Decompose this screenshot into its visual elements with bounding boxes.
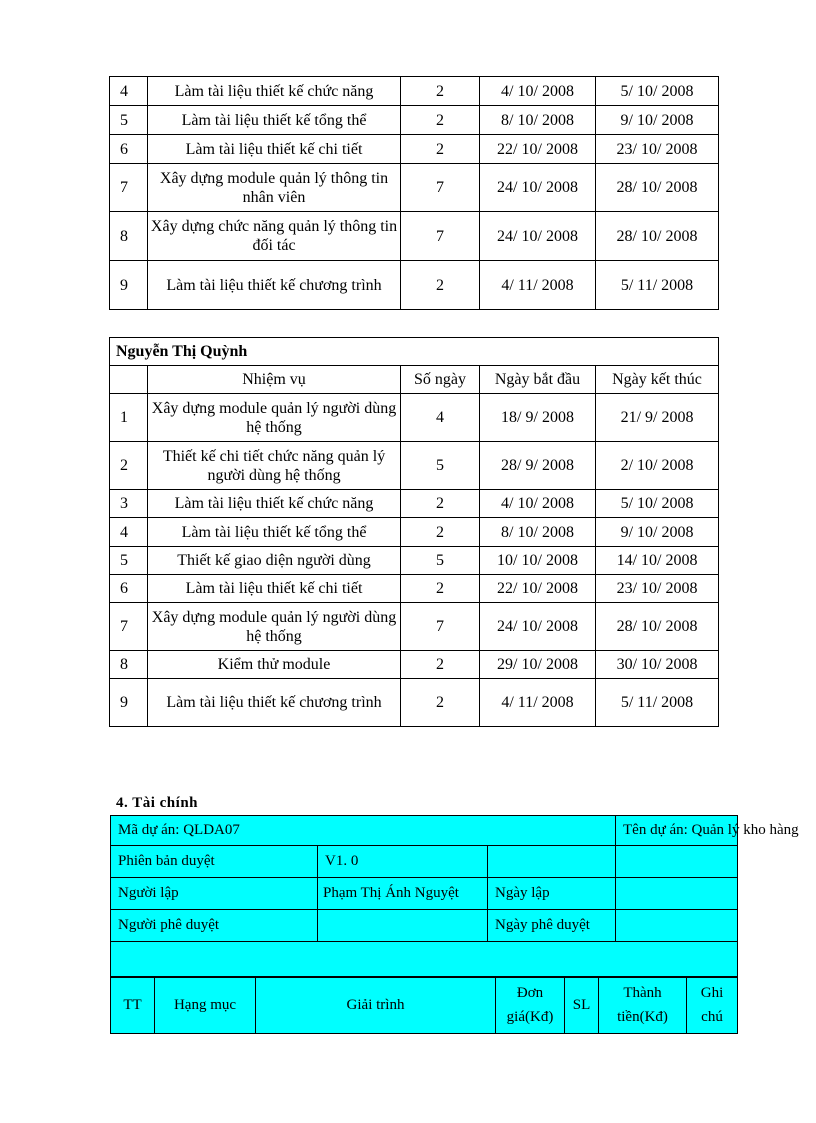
version-empty-1 <box>488 846 616 878</box>
row-days: 7 <box>401 164 480 212</box>
task-table-nguyen-thi-quynh <box>109 337 719 727</box>
row-start-date: 4/ 11/ 2008 <box>480 261 596 310</box>
row-start-date: 22/ 10/ 2008 <box>480 135 596 164</box>
creator-label: Người lập <box>111 878 318 910</box>
row-start-date: 24/ 10/ 2008 <box>480 212 596 261</box>
approved-date-value <box>616 910 738 942</box>
project-code: Mã dự án: QLDA07 <box>111 816 616 846</box>
row-start-date: 29/ 10/ 2008 <box>480 651 596 679</box>
row-number: 9 <box>110 679 148 727</box>
table-row <box>110 547 719 575</box>
table-row <box>110 261 719 310</box>
row-start-date: 8/ 10/ 2008 <box>480 518 596 547</box>
row-number: 9 <box>110 261 148 310</box>
row-task: Làm tài liệu thiết kế chi tiết <box>148 575 401 603</box>
row-days: 2 <box>401 490 480 518</box>
table-row <box>110 135 719 164</box>
row-end-date: 28/ 10/ 2008 <box>596 212 719 261</box>
row-days: 2 <box>401 135 480 164</box>
person-name: Nguyễn Thị Quỳnh <box>110 338 719 366</box>
row-end-date: 28/ 10/ 2008 <box>596 603 719 651</box>
table-row <box>110 164 719 212</box>
table-row <box>110 603 719 651</box>
row-end-date: 23/ 10/ 2008 <box>596 575 719 603</box>
version-value: V1. 0 <box>318 846 488 878</box>
row-task: Xây dựng module quản lý người dùng hệ thống <box>148 603 401 651</box>
row-start-date: 4/ 10/ 2008 <box>480 77 596 106</box>
table-row <box>110 442 719 490</box>
row-task: Làm tài liệu thiết kế chi tiết <box>148 135 401 164</box>
row-days: 7 <box>401 603 480 651</box>
row-task: Làm tài liệu thiết kế chức năng <box>148 490 401 518</box>
row-start-date: 8/ 10/ 2008 <box>480 106 596 135</box>
row-number: 3 <box>110 490 148 518</box>
row-days: 4 <box>401 394 480 442</box>
row-task: Làm tài liệu thiết kế chức năng <box>148 77 401 106</box>
row-start-date: 24/ 10/ 2008 <box>480 603 596 651</box>
col-explanation: Giải trình <box>256 977 496 1033</box>
row-days: 2 <box>401 679 480 727</box>
table-row <box>110 518 719 547</box>
table-row <box>110 212 719 261</box>
creator-value: Phạm Thị Ánh Nguyệt <box>318 878 488 910</box>
col-tt: TT <box>111 977 155 1033</box>
row-task: Làm tài liệu thiết kế tổng thể <box>148 106 401 135</box>
row-number: 7 <box>110 603 148 651</box>
approver-label: Người phê duyệt <box>111 910 318 942</box>
created-date-label: Ngày lập <box>488 878 616 910</box>
row-end-date: 23/ 10/ 2008 <box>596 135 719 164</box>
row-days: 2 <box>401 77 480 106</box>
row-task: Làm tài liệu thiết kế tổng thể <box>148 518 401 547</box>
row-end-date: 30/ 10/ 2008 <box>596 651 719 679</box>
row-task: Xây dựng chức năng quản lý thông tin đối tác <box>148 212 401 261</box>
row-start-date: 28/ 9/ 2008 <box>480 442 596 490</box>
col-note: Ghi chú <box>687 977 738 1033</box>
row-days: 2 <box>401 518 480 547</box>
col-amount: Thành tiền(Kđ) <box>599 977 687 1033</box>
finance-info-table <box>110 815 799 977</box>
row-task: Thiết kế chi tiết chức năng quản lý người dùng hệ thống <box>148 442 401 490</box>
row-number: 1 <box>110 394 148 442</box>
row-days: 2 <box>401 651 480 679</box>
header-no <box>110 366 148 394</box>
approver-value <box>318 910 488 942</box>
col-qty: SL <box>565 977 599 1033</box>
row-task: Thiết kế giao diện người dùng <box>148 547 401 575</box>
table-row <box>110 679 719 727</box>
row-number: 5 <box>110 106 148 135</box>
col-unit-price: Đơn giá(Kđ) <box>496 977 565 1033</box>
row-task: Xây dựng module quản lý thông tin nhân viên <box>148 164 401 212</box>
row-end-date: 21/ 9/ 2008 <box>596 394 719 442</box>
row-end-date: 2/ 10/ 2008 <box>596 442 719 490</box>
project-name: Tên dự án: Quản lý kho hàng <box>616 816 738 846</box>
row-number: 7 <box>110 164 148 212</box>
section-title-finance: 4. Tài chính <box>116 795 199 811</box>
row-start-date: 4/ 11/ 2008 <box>480 679 596 727</box>
row-number: 6 <box>110 575 148 603</box>
row-number: 6 <box>110 135 148 164</box>
row-number: 2 <box>110 442 148 490</box>
row-end-date: 28/ 10/ 2008 <box>596 164 719 212</box>
header-start: Ngày bắt đầu <box>480 366 596 394</box>
version-label: Phiên bản duyệt <box>111 846 318 878</box>
task-table-continued <box>109 76 719 310</box>
row-task: Kiểm thử module <box>148 651 401 679</box>
row-start-date: 24/ 10/ 2008 <box>480 164 596 212</box>
row-number: 8 <box>110 651 148 679</box>
table-row <box>110 490 719 518</box>
row-number: 5 <box>110 547 148 575</box>
created-date-value <box>616 878 738 910</box>
row-start-date: 10/ 10/ 2008 <box>480 547 596 575</box>
header-task: Nhiệm vụ <box>148 366 401 394</box>
row-days: 2 <box>401 575 480 603</box>
table-row <box>110 575 719 603</box>
table-row <box>110 394 719 442</box>
finance-columns-table <box>110 976 738 1034</box>
row-end-date: 5/ 11/ 2008 <box>596 679 719 727</box>
row-number: 4 <box>110 77 148 106</box>
header-end: Ngày kết thúc <box>596 366 719 394</box>
table-row <box>110 106 719 135</box>
row-days: 7 <box>401 212 480 261</box>
row-end-date: 9/ 10/ 2008 <box>596 518 719 547</box>
row-task: Làm tài liệu thiết kế chương trình <box>148 679 401 727</box>
row-days: 5 <box>401 547 480 575</box>
row-days: 5 <box>401 442 480 490</box>
row-start-date: 4/ 10/ 2008 <box>480 490 596 518</box>
col-item: Hạng mục <box>155 977 256 1033</box>
table-row <box>110 651 719 679</box>
row-end-date: 5/ 10/ 2008 <box>596 490 719 518</box>
row-end-date: 14/ 10/ 2008 <box>596 547 719 575</box>
version-empty-2 <box>616 846 738 878</box>
row-start-date: 18/ 9/ 2008 <box>480 394 596 442</box>
header-days: Số ngày <box>401 366 480 394</box>
row-task: Xây dựng module quản lý người dùng hệ thống <box>148 394 401 442</box>
finance-empty-row <box>111 942 738 977</box>
row-number: 8 <box>110 212 148 261</box>
row-end-date: 5/ 10/ 2008 <box>596 77 719 106</box>
row-end-date: 9/ 10/ 2008 <box>596 106 719 135</box>
row-start-date: 22/ 10/ 2008 <box>480 575 596 603</box>
row-end-date: 5/ 11/ 2008 <box>596 261 719 310</box>
approved-date-label: Ngày phê duyệt <box>488 910 616 942</box>
row-task: Làm tài liệu thiết kế chương trình <box>148 261 401 310</box>
row-days: 2 <box>401 106 480 135</box>
table-row <box>110 77 719 106</box>
row-number: 4 <box>110 518 148 547</box>
row-days: 2 <box>401 261 480 310</box>
